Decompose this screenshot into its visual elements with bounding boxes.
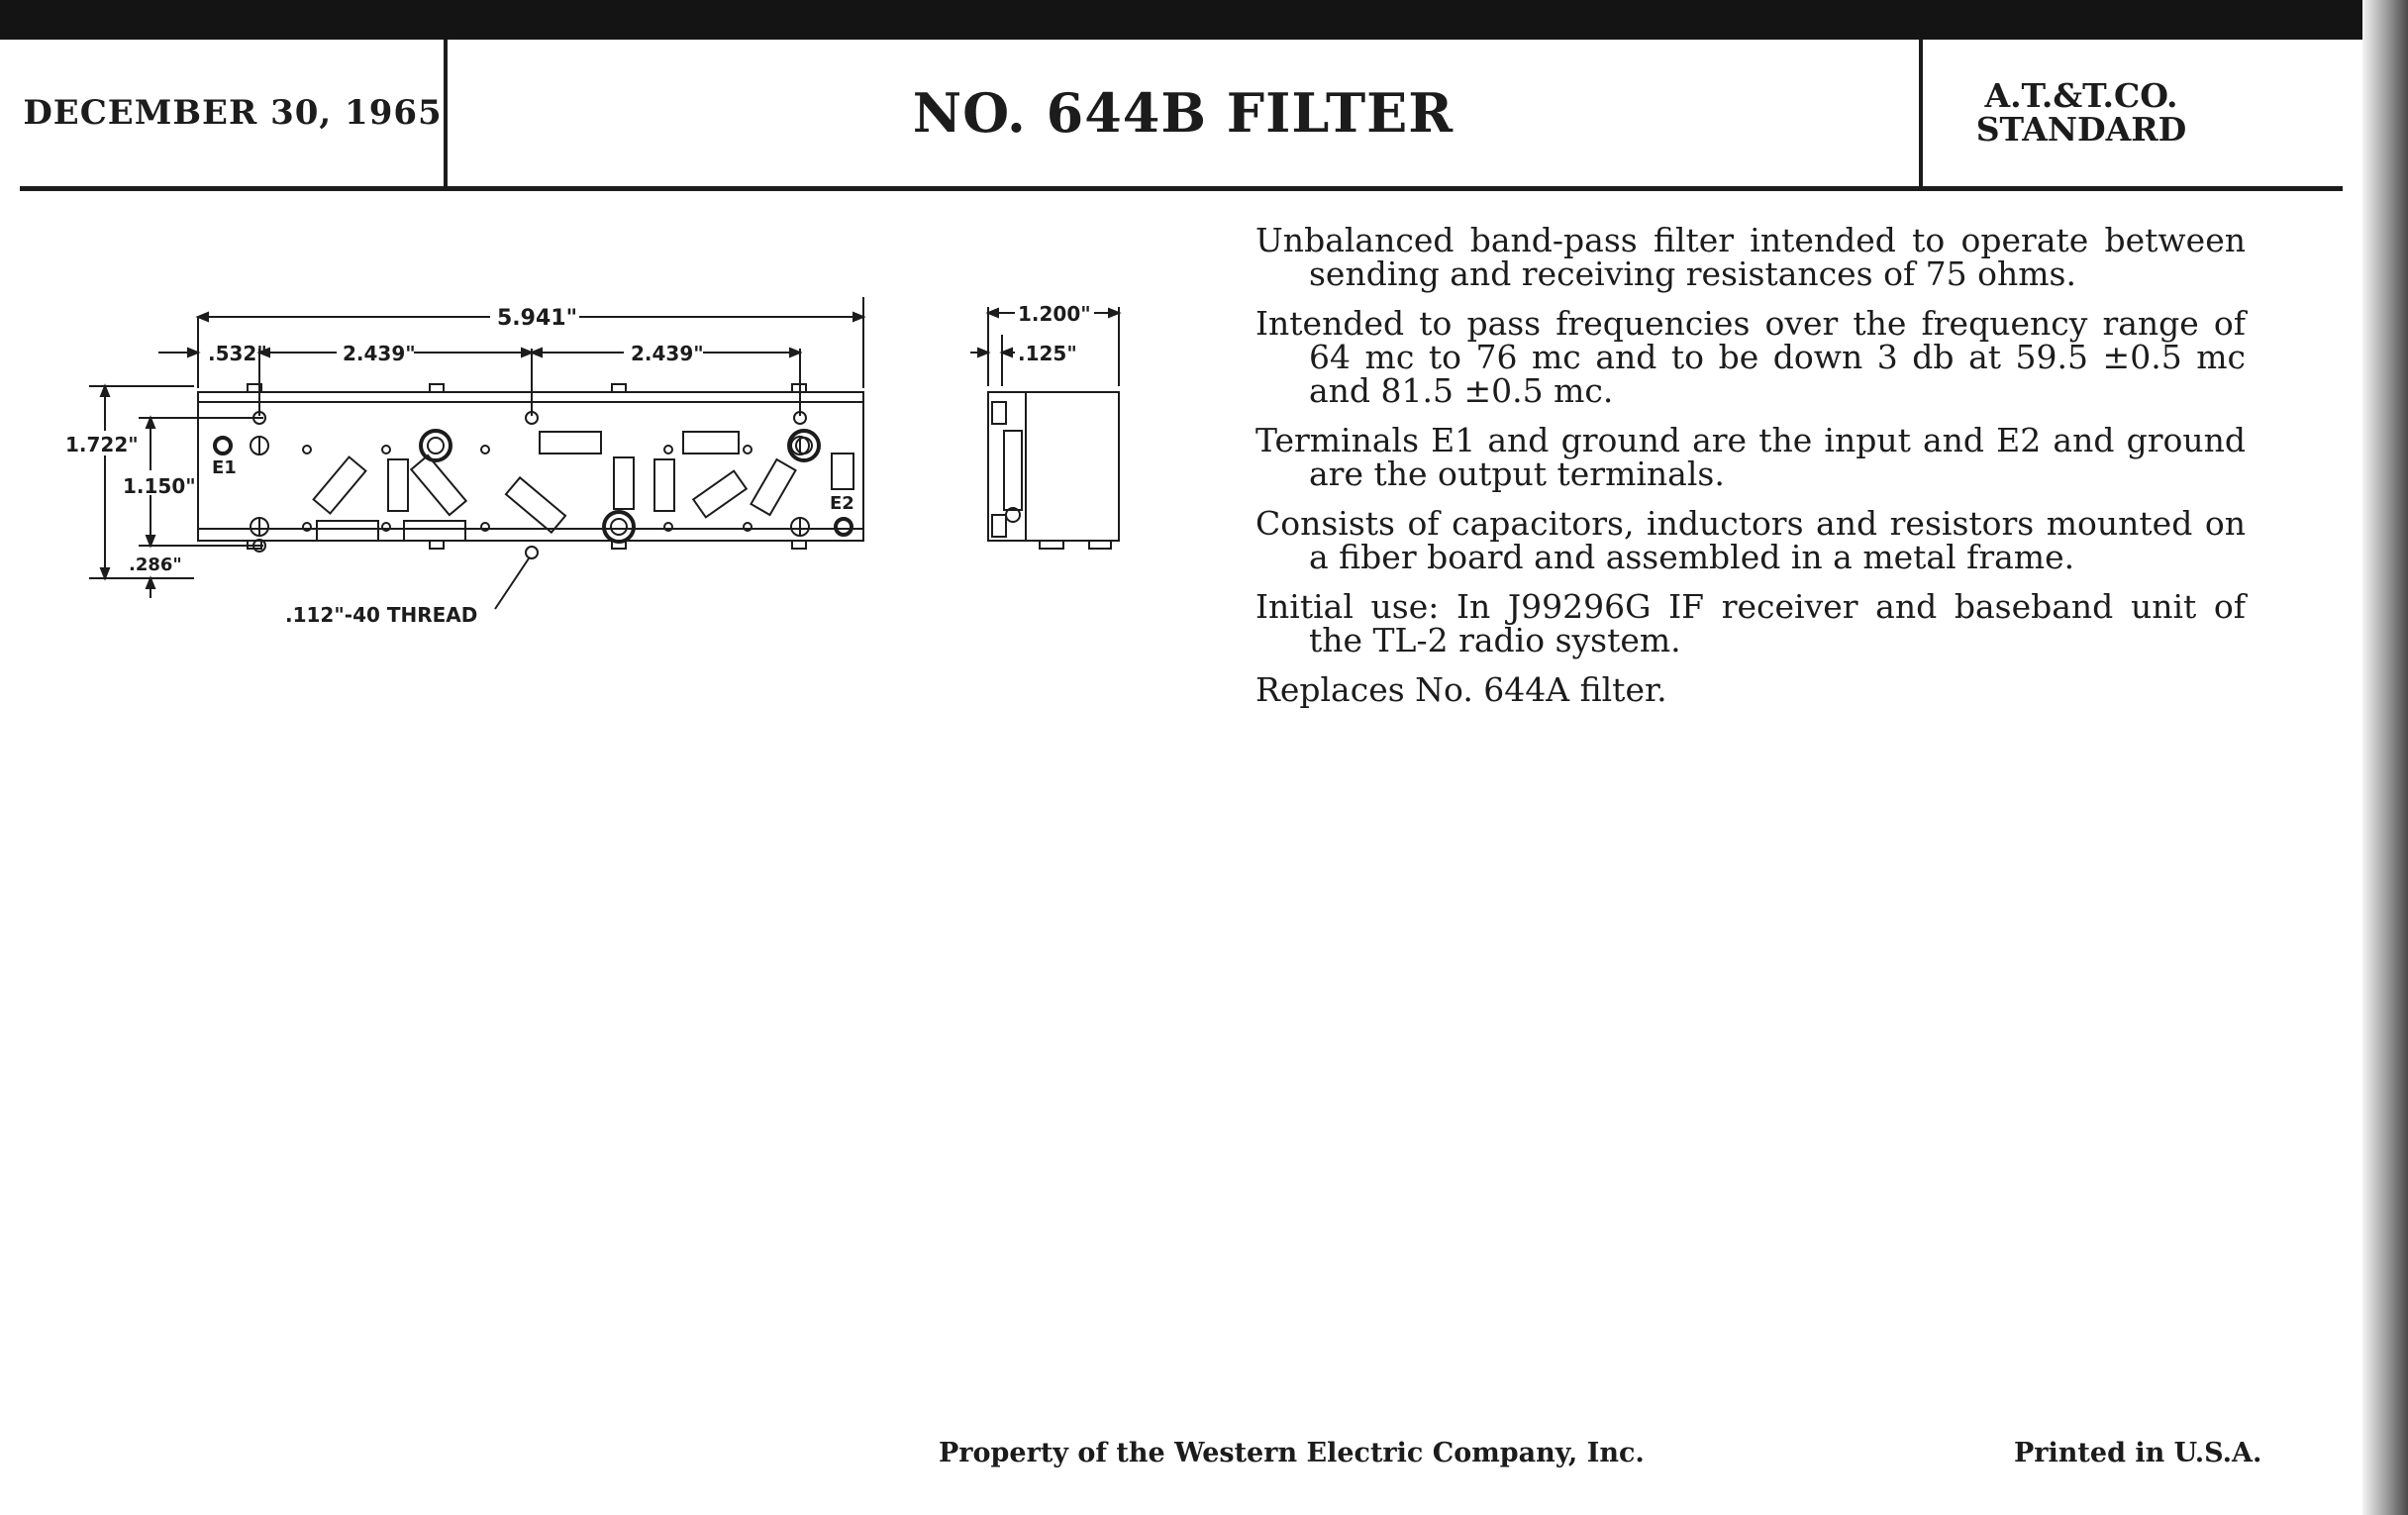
dim-bottom: .286" <box>129 555 182 575</box>
description-paragraph: Terminals E1 and ground are the input and E2 and ground are the output terminals. <box>1255 421 2246 493</box>
header-rule <box>20 186 2343 191</box>
dim-overall-length: 5.941" <box>497 306 578 331</box>
scan-top-border <box>0 0 2408 40</box>
header-date: DECEMBER 30, 1965 <box>23 93 443 133</box>
terminal-e1-label: E1 <box>212 457 237 478</box>
footer-property: Property of the Western Electric Company, Inc. <box>939 1438 1645 1468</box>
description-paragraph: Replaces No. 644A filter. <box>1255 670 1667 709</box>
dim-spacing-1: 2.439" <box>343 342 416 365</box>
scan-right-shadow <box>2362 0 2408 1515</box>
page-title: NO. 644B FILTER <box>912 81 1455 145</box>
terminal-e2-post <box>836 519 852 535</box>
dim-side-offset: .125" <box>1018 342 1077 365</box>
footer-printed: Printed in U.S.A. <box>2014 1438 2262 1468</box>
description <box>1255 221 2246 723</box>
dim-side-width: 1.200" <box>1018 302 1091 326</box>
dim-offset: .532" <box>208 342 267 365</box>
description-paragraph: Unbalanced band-pass filter intended to operate between sending and receiving resistances of 75 ohms. <box>1255 221 2246 293</box>
header-standard-line2: STANDARD <box>1975 110 2187 149</box>
dim-height: 1.722" <box>65 433 139 456</box>
terminal-e2-label: E2 <box>830 493 854 514</box>
header-standard <box>1923 40 2240 186</box>
dim-mount-spacing: 1.150" <box>123 474 196 498</box>
description-paragraph: Initial use: In J99296G IF receiver and baseband unit of the TL-2 radio system. <box>1255 587 2246 659</box>
filter-drawing <box>40 267 1149 644</box>
dim-spacing-2: 2.439" <box>631 342 704 365</box>
header-standard-line1: A.T.&T.CO. <box>1984 76 2178 115</box>
terminal-e1-post <box>215 438 231 454</box>
thread-label: .112"-40 THREAD <box>285 603 478 627</box>
description-paragraph: Consists of capacitors, inductors and resistors mounted on a fiber board and assembled in a metal frame. <box>1255 504 2246 576</box>
description-paragraph: Intended to pass frequencies over the frequency range of 64 mc to 76 mc and to be down 3 db at 59.5 ±0.5 mc and 81.5 ±0.5 mc. <box>1255 304 2246 410</box>
